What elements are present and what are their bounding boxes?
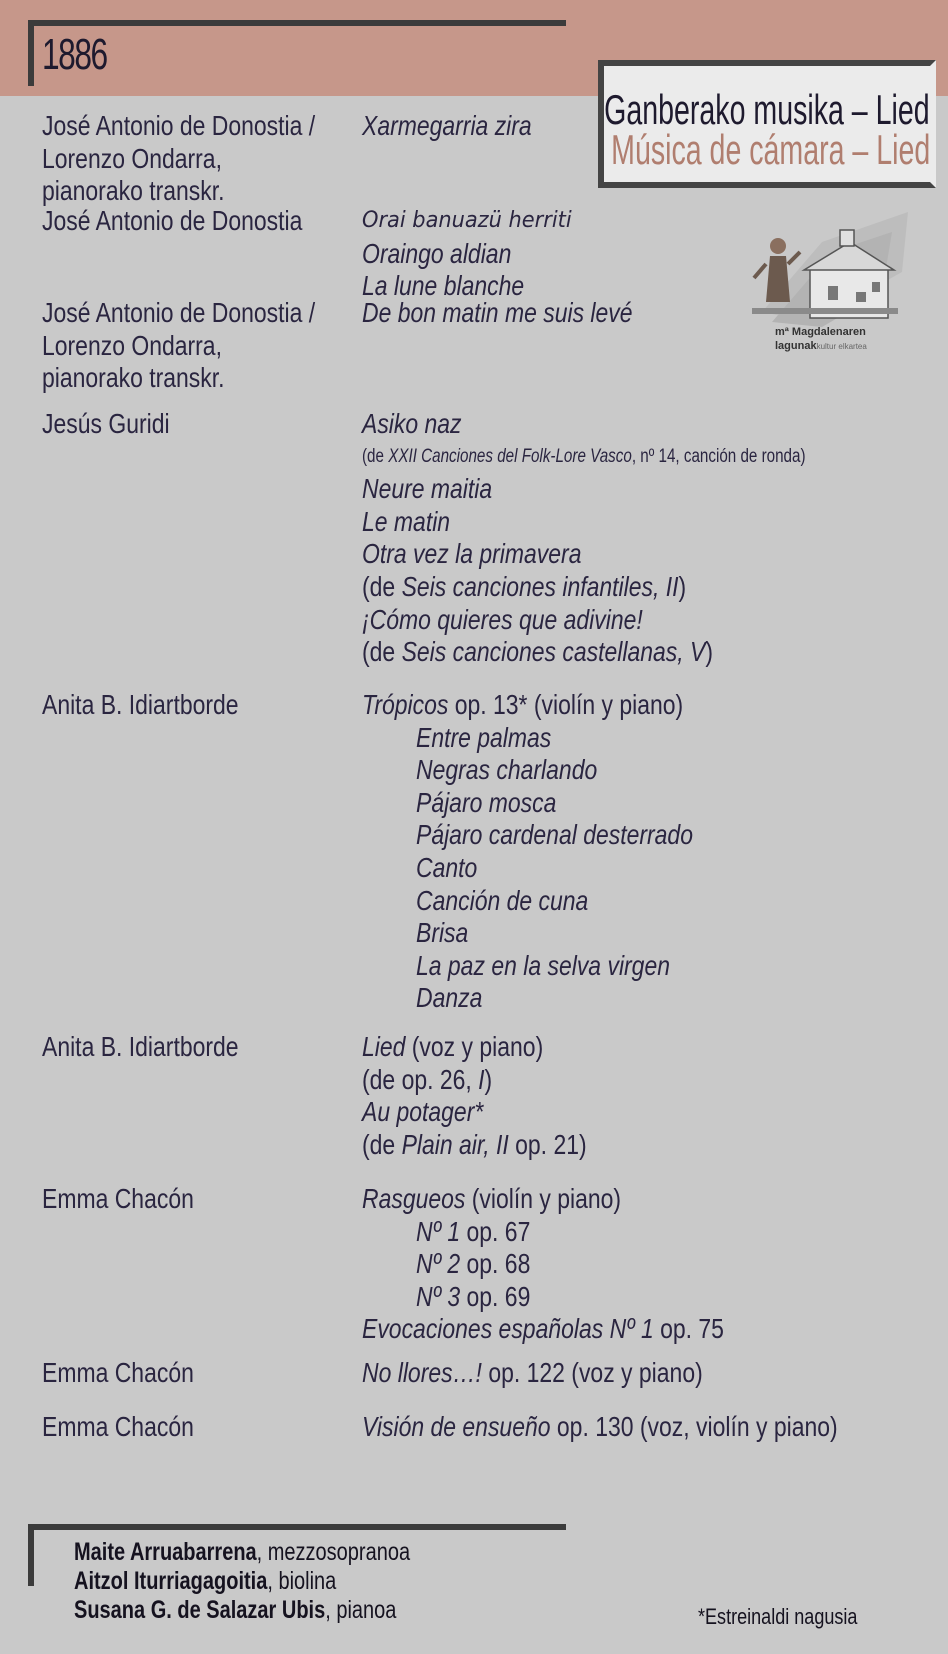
composer-name <box>42 1357 304 1390</box>
work-item <box>416 1248 847 1281</box>
composer-name <box>42 1411 304 1444</box>
work-title: Lied <box>362 1031 406 1062</box>
work-suffix: op. 75 <box>653 1313 724 1345</box>
performer-name: Maite Arruabarrena <box>74 1538 257 1566</box>
work-title: Xarmegarria zira <box>362 110 532 141</box>
work-item <box>362 1064 838 1097</box>
work-item <box>362 297 838 330</box>
work-list <box>362 1031 942 1161</box>
work-item <box>362 110 838 143</box>
performer-role: , pianoa <box>325 1596 397 1624</box>
work-item <box>416 754 847 787</box>
work-item <box>416 982 847 1015</box>
work-suffix: ) <box>705 636 713 668</box>
work-title: ¡Cómo quieres que adivine! <box>362 603 643 635</box>
composer-line: José Antonio de Donostia / <box>42 297 316 328</box>
composer-line: Anita B. Idiartborde <box>42 689 239 720</box>
work-suffix: op. 130 (voz, violín y piano) <box>550 1411 838 1442</box>
work-item <box>416 852 847 885</box>
work-list <box>362 1183 942 1346</box>
performer-line <box>74 1567 410 1596</box>
work-item <box>362 1096 838 1129</box>
work-title: Danza <box>416 982 483 1014</box>
composer-name <box>42 408 304 441</box>
composer-name <box>42 689 304 722</box>
work-title: Evocaciones españolas Nº 1 <box>362 1313 654 1345</box>
title-spanish: Música de cámara – Lied <box>610 126 930 173</box>
work-title: Neure maitia <box>362 473 493 505</box>
logo-line2-rest: kultur elkartea <box>816 342 867 351</box>
work-prefix: (de <box>362 445 389 467</box>
work-title: Negras charlando <box>416 754 598 786</box>
performer-line <box>74 1596 410 1625</box>
work-item <box>362 1357 838 1390</box>
header-vbar <box>28 20 34 86</box>
title-basque: Ganberako musika – Lied <box>604 86 930 133</box>
composer-line: Emma Chacón <box>42 1411 194 1442</box>
composer-line: José Antonio de Donostia <box>42 205 303 236</box>
work-prefix: (de op. 26, <box>362 1063 479 1095</box>
composer-line: Emma Chacón <box>42 1357 194 1388</box>
work-item <box>362 636 838 669</box>
work-item <box>362 1411 838 1444</box>
work-title: La lune blanche <box>362 270 525 302</box>
composer-line: pianorako transkr. <box>42 175 225 207</box>
logo-line1: mª Magdalenaren <box>775 326 866 338</box>
work-list <box>362 1411 942 1444</box>
work-title: Seis canciones castellanas, V <box>401 636 706 668</box>
work-title: Asiko naz <box>362 408 462 439</box>
work-list <box>362 408 942 669</box>
work-title: De bon matin me suis levé <box>362 297 633 328</box>
work-title: Trópicos <box>362 689 449 720</box>
performer-line <box>74 1538 410 1567</box>
work-item <box>416 819 847 852</box>
performer-role: , mezzosopranoa <box>256 1538 411 1566</box>
work-item <box>362 538 838 571</box>
work-title: Pájaro mosca <box>416 786 557 818</box>
performer-name: Aitzol Iturriagagoitia <box>74 1567 268 1595</box>
work-title: Otra vez la primavera <box>362 538 582 570</box>
work-item <box>362 506 838 539</box>
work-suffix: op. 122 (voz y piano) <box>481 1357 703 1388</box>
composer-name <box>42 1183 304 1216</box>
work-item <box>416 787 847 820</box>
work-suffix: op. 68 <box>460 1248 531 1280</box>
work-title: Orai banuazü herriti <box>362 208 572 233</box>
composer-line: pianorako transkr. <box>42 362 225 394</box>
composer-line: Emma Chacón <box>42 1183 194 1214</box>
work-list <box>362 205 942 303</box>
work-prefix: (de <box>362 636 402 668</box>
work-suffix: ) <box>678 570 687 602</box>
work-list <box>362 297 942 330</box>
work-title: Nº 2 <box>416 1248 461 1280</box>
composer-name <box>42 1031 304 1064</box>
work-list <box>362 689 942 1015</box>
work-suffix: op. 21) <box>508 1128 587 1160</box>
work-title: Le matin <box>362 505 451 537</box>
composer-name <box>42 297 316 395</box>
logo-line2 <box>775 340 867 352</box>
work-item <box>416 917 847 950</box>
work-item <box>362 1031 838 1064</box>
work-title: Entre palmas <box>416 721 552 753</box>
footer-vbar <box>28 1524 34 1586</box>
work-title: Canto <box>416 851 478 883</box>
work-item <box>362 1313 838 1346</box>
work-title: La paz en la selva virgen <box>416 949 670 981</box>
composer-line: José Antonio de Donostia / <box>42 110 316 141</box>
composer-line: Jesús Guridi <box>42 408 170 439</box>
work-suffix: op. 67 <box>460 1215 531 1247</box>
work-item <box>416 722 847 755</box>
work-title: Nº 3 <box>416 1280 461 1312</box>
work-item <box>416 1281 847 1314</box>
work-prefix: (de <box>362 570 402 602</box>
work-item <box>362 604 838 637</box>
logo-line2-strong: lagunak <box>775 340 817 352</box>
work-title: I <box>478 1063 485 1095</box>
work-title: Nº 1 <box>416 1215 461 1247</box>
composer-line: Lorenzo Ondarra, <box>42 329 222 361</box>
performer-list <box>74 1538 494 1625</box>
work-title: Au potager* <box>362 1096 484 1128</box>
work-title: XXII Canciones del Folk-Lore Vasco <box>388 445 632 467</box>
work-title: Plain air, II <box>401 1128 509 1160</box>
performer-role: , biolina <box>267 1567 337 1595</box>
work-item <box>362 408 838 441</box>
work-title: Visión de ensueño <box>362 1411 551 1442</box>
work-item <box>362 571 838 604</box>
work-title: Oraingo aldian <box>362 237 512 269</box>
work-suffix: ) <box>484 1063 493 1095</box>
footer-rule <box>28 1524 566 1530</box>
work-item <box>416 1216 847 1249</box>
work-title: Pájaro cardenal desterrado <box>416 819 693 851</box>
work-item <box>416 885 847 918</box>
work-title: No llores…! <box>362 1357 482 1388</box>
work-title: Seis canciones infantiles, II <box>401 570 679 602</box>
composer-line: Lorenzo Ondarra, <box>42 142 222 174</box>
work-prefix: (de <box>362 1128 402 1160</box>
composer-name <box>42 110 316 208</box>
year-label: 1886 <box>42 30 107 79</box>
work-item <box>362 441 826 474</box>
work-item <box>362 1129 838 1162</box>
work-item <box>362 689 838 722</box>
performer-name: Susana G. de Salazar Ubis <box>74 1596 326 1624</box>
composer-line: Anita B. Idiartborde <box>42 1031 239 1062</box>
work-item <box>362 473 838 506</box>
composer-name <box>42 205 304 238</box>
work-item <box>416 950 847 983</box>
work-item <box>362 1183 838 1216</box>
work-suffix: (violín y piano) <box>465 1183 622 1214</box>
work-list <box>362 110 942 143</box>
work-title: Rasgueos <box>362 1183 466 1214</box>
work-title: Canción de cuna <box>416 884 589 916</box>
premiere-footnote: *Estreinaldi nagusia <box>698 1604 858 1629</box>
work-suffix: (voz y piano) <box>405 1031 544 1062</box>
work-title: Brisa <box>416 917 469 949</box>
header-rule <box>28 20 566 26</box>
work-list <box>362 1357 942 1390</box>
work-item <box>362 238 838 271</box>
work-suffix: op. 13* (violín y piano) <box>448 689 684 720</box>
work-suffix: , nº 14, canción de ronda) <box>631 445 806 467</box>
work-suffix: op. 69 <box>460 1280 531 1312</box>
work-item <box>362 205 913 238</box>
